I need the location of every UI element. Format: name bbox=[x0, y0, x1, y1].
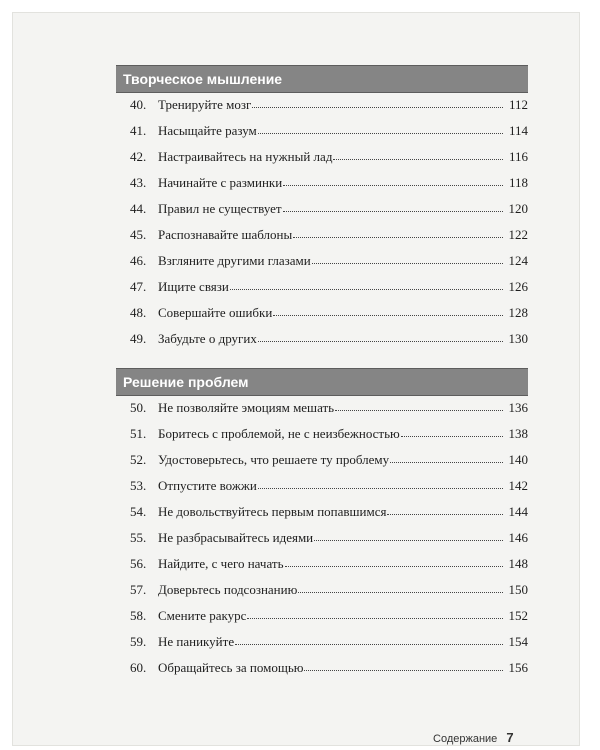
leader-dots bbox=[333, 158, 503, 160]
entry-page: 138 bbox=[508, 426, 528, 441]
toc-entry[interactable] bbox=[116, 504, 528, 530]
entry-title: Распознавайте шаблоны bbox=[158, 227, 293, 242]
entry-title: Не довольствуйтесь первым попавшимся bbox=[158, 504, 387, 519]
entry-number: 40. bbox=[130, 97, 147, 112]
entry-page: 142 bbox=[508, 478, 528, 493]
leader-dots bbox=[387, 513, 503, 515]
toc-entry[interactable] bbox=[116, 400, 528, 426]
leader-dots bbox=[335, 409, 503, 411]
entry-number: 46. bbox=[130, 253, 147, 268]
leader-dots bbox=[283, 184, 503, 186]
entry-page: 128 bbox=[508, 305, 528, 320]
toc-entry[interactable] bbox=[116, 149, 528, 175]
entry-number: 50. bbox=[130, 400, 147, 415]
entry-number: 51. bbox=[130, 426, 147, 441]
entry-title: Правил не существует bbox=[158, 201, 282, 216]
entry-title: Удостоверьтесь, что решаете ту проблему bbox=[158, 452, 390, 467]
toc-entry[interactable] bbox=[116, 452, 528, 478]
entry-page: 114 bbox=[508, 123, 528, 138]
entry-page: 130 bbox=[508, 331, 528, 346]
entry-page: 116 bbox=[508, 149, 528, 164]
toc-entry[interactable] bbox=[116, 253, 528, 279]
toc-entry[interactable] bbox=[116, 331, 528, 357]
leader-dots bbox=[247, 617, 503, 619]
entry-title: Насыщайте разум bbox=[158, 123, 257, 138]
entry-number: 41. bbox=[130, 123, 147, 138]
toc-entry[interactable] bbox=[116, 634, 528, 660]
entry-title: Не разбрасывайтесь идеями bbox=[158, 530, 314, 545]
entry-number: 45. bbox=[130, 227, 147, 242]
entry-title: Не позволяйте эмоциям мешать bbox=[158, 400, 335, 415]
entry-page: 154 bbox=[508, 634, 528, 649]
toc-entry[interactable] bbox=[116, 556, 528, 582]
entry-page: 120 bbox=[508, 201, 528, 216]
entry-number: 58. bbox=[130, 608, 147, 623]
entry-title: Совершайте ошибки bbox=[158, 305, 273, 320]
leader-dots bbox=[401, 435, 503, 437]
footer-page-number: 7 bbox=[506, 730, 514, 745]
entry-number: 42. bbox=[130, 149, 147, 164]
entry-title: Тренируйте мозг bbox=[158, 97, 252, 112]
entry-title: Боритесь с проблемой, не с неизбежностью bbox=[158, 426, 400, 441]
leader-dots bbox=[312, 262, 503, 264]
leader-dots bbox=[235, 643, 503, 645]
toc-entry[interactable] bbox=[116, 530, 528, 556]
toc-entry[interactable] bbox=[116, 582, 528, 608]
entry-title: Не паникуйте bbox=[158, 634, 235, 649]
section-header: Творческое мышление bbox=[116, 65, 528, 93]
entry-title: Обращайтесь за помощью bbox=[158, 660, 304, 675]
leader-dots bbox=[273, 314, 503, 316]
entry-page: 124 bbox=[508, 253, 528, 268]
entry-number: 57. bbox=[130, 582, 147, 597]
entry-number: 60. bbox=[130, 660, 147, 675]
entry-title: Настраивайтесь на нужный лад bbox=[158, 149, 333, 164]
entry-page: 152 bbox=[508, 608, 528, 623]
toc-entry[interactable] bbox=[116, 175, 528, 201]
entry-page: 122 bbox=[508, 227, 528, 242]
toc-entry[interactable] bbox=[116, 227, 528, 253]
entry-page: 144 bbox=[508, 504, 528, 519]
leader-dots bbox=[314, 539, 503, 541]
section-header: Решение проблем bbox=[116, 368, 528, 396]
leader-dots bbox=[258, 132, 503, 134]
leader-dots bbox=[230, 288, 503, 290]
entry-number: 47. bbox=[130, 279, 147, 294]
entry-title: Найдите, с чего начать bbox=[158, 556, 284, 571]
leader-dots bbox=[304, 669, 503, 671]
entry-number: 55. bbox=[130, 530, 147, 545]
entry-title: Начинайте с разминки bbox=[158, 175, 283, 190]
entry-number: 54. bbox=[130, 504, 147, 519]
leader-dots bbox=[298, 591, 503, 593]
entry-page: 150 bbox=[508, 582, 528, 597]
leader-dots bbox=[283, 210, 503, 212]
entry-number: 43. bbox=[130, 175, 147, 190]
entry-page: 136 bbox=[508, 400, 528, 415]
toc-section-creative-thinking bbox=[116, 65, 528, 357]
leader-dots bbox=[390, 461, 503, 463]
entry-title: Смените ракурс bbox=[158, 608, 247, 623]
entry-page: 146 bbox=[508, 530, 528, 545]
entry-page: 118 bbox=[508, 175, 528, 190]
footer-label: Содержание bbox=[433, 733, 498, 745]
entry-number: 52. bbox=[130, 452, 147, 467]
leader-dots bbox=[285, 565, 503, 567]
entry-number: 44. bbox=[130, 201, 147, 216]
toc-entry[interactable] bbox=[116, 97, 528, 123]
toc-section-problem-solving bbox=[116, 368, 528, 686]
entry-title: Взгляните другими глазами bbox=[158, 253, 311, 268]
toc-entry[interactable] bbox=[116, 608, 528, 634]
entry-number: 53. bbox=[130, 478, 147, 493]
leader-dots bbox=[252, 106, 503, 108]
leader-dots bbox=[293, 236, 503, 238]
page-footer bbox=[433, 730, 514, 745]
leader-dots bbox=[258, 340, 503, 342]
entry-number: 49. bbox=[130, 331, 147, 346]
book-page bbox=[12, 12, 580, 746]
entry-title: Отпустите вожжи bbox=[158, 478, 257, 493]
entry-page: 112 bbox=[508, 97, 528, 112]
leader-dots bbox=[258, 487, 503, 489]
entry-title: Доверьтесь подсознанию bbox=[158, 582, 298, 597]
entry-page: 148 bbox=[508, 556, 528, 571]
entry-title: Ищите связи bbox=[158, 279, 229, 294]
entry-number: 48. bbox=[130, 305, 147, 320]
toc-entry[interactable] bbox=[116, 478, 528, 504]
entry-page: 140 bbox=[508, 452, 528, 467]
toc-entry[interactable] bbox=[116, 201, 528, 227]
entry-number: 59. bbox=[130, 634, 147, 649]
toc-entry[interactable] bbox=[116, 279, 528, 305]
entry-page: 126 bbox=[508, 279, 528, 294]
toc-entry[interactable] bbox=[116, 660, 528, 686]
entry-number: 56. bbox=[130, 556, 147, 571]
toc-entry[interactable] bbox=[116, 123, 528, 149]
entry-page: 156 bbox=[508, 660, 528, 675]
toc-entry[interactable] bbox=[116, 426, 528, 452]
toc-entry[interactable] bbox=[116, 305, 528, 331]
entry-title: Забудьте о других bbox=[158, 331, 257, 346]
